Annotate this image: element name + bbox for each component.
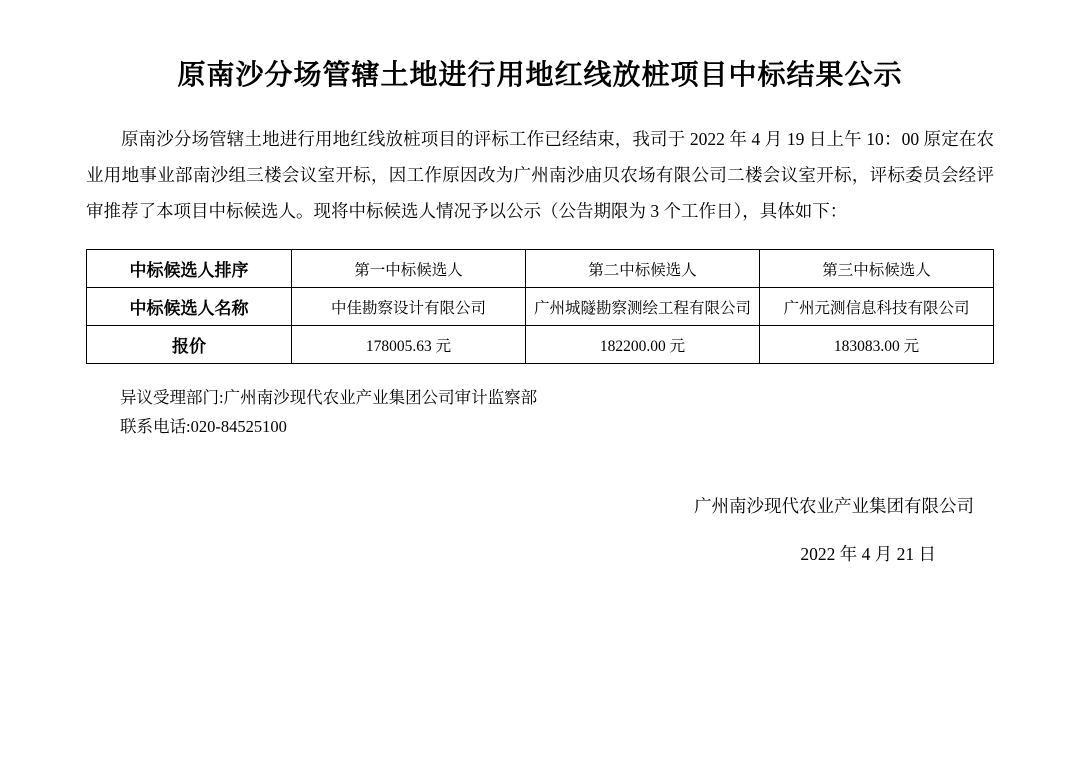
cell-price-3: 183083.00 元	[760, 326, 994, 364]
table-row	[87, 250, 994, 288]
cell-rank-2: 第二中标候选人	[526, 250, 760, 288]
contact-block	[86, 384, 994, 441]
cell-name-2: 广州城隧勘察测绘工程有限公司	[526, 288, 760, 326]
issue-date: 2022 年 4 月 21 日	[800, 544, 936, 565]
row-header-price: 报价	[87, 326, 292, 364]
row-header-name: 中标候选人名称	[87, 288, 292, 326]
announcement-paragraph: 原南沙分场管辖土地进行用地红线放桩项目的评标工作已经结束，我司于 2022 年 4 月 19 日上午 10：00 原定在农业用地事业部南沙组三楼会议室开标，因工作原因改为广州南沙庙贝农场有限公司二楼会议室开标，评标委员会经评审推荐了本项目中标候选人。现将中标候选人情况予以公示（公告期限为 3 个工作日），具体如下：	[86, 129, 994, 222]
candidates-table-wrapper	[86, 249, 994, 364]
cell-name-3: 广州元测信息科技有限公司	[760, 288, 994, 326]
cell-name-1: 中佳勘察设计有限公司	[292, 288, 526, 326]
cell-price-1: 178005.63 元	[292, 326, 526, 364]
issuer-signature: 广州南沙现代农业产业集团有限公司	[694, 496, 974, 517]
cell-rank-1: 第一中标候选人	[292, 250, 526, 288]
contact-department: 异议受理部门:广州南沙现代农业产业集团公司审计监察部	[120, 388, 538, 408]
table-row	[87, 288, 994, 326]
candidates-table	[86, 249, 994, 364]
table-row	[87, 326, 994, 364]
cell-price-2: 182200.00 元	[526, 326, 760, 364]
page-title: 原南沙分场管辖土地进行用地红线放桩项目中标结果公示	[177, 60, 903, 91]
cell-rank-3: 第三中标候选人	[760, 250, 994, 288]
row-header-rank: 中标候选人排序	[87, 250, 292, 288]
contact-phone: 联系电话:020-84525100	[120, 416, 287, 436]
